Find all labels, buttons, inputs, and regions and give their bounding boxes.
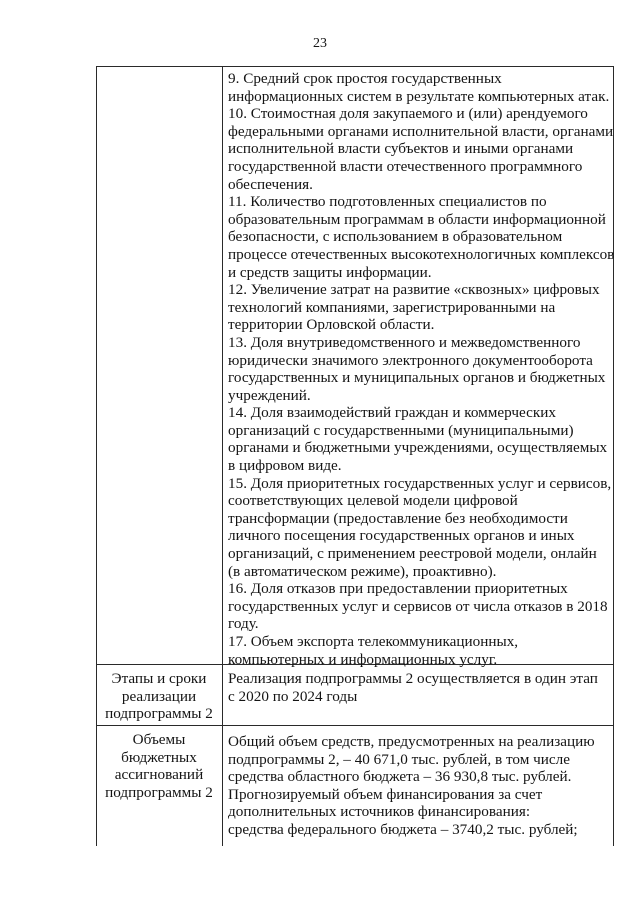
text-line: Общий объем средств, предусмотренных на реализацию <box>228 733 595 750</box>
stages-content-cell <box>228 670 598 705</box>
text-line: 12. Увеличение затрат на развитие «сквозных» цифровых <box>228 281 600 299</box>
text-line: информационных систем в результате компьютерных атак. <box>228 87 610 105</box>
label-line: Объемы <box>132 731 186 748</box>
text-line: Прогнозируемый объем финансирования за счет <box>228 785 543 803</box>
text-line: личного посещения государственных органов и иных <box>228 527 575 545</box>
text-line: в цифровом виде. <box>228 457 342 475</box>
text-line: 11. Количество подготовленных специалистов по <box>228 193 547 211</box>
text-line: дополнительных источников финансирования: <box>228 803 531 821</box>
label-line: подпрограммы 2 <box>105 783 213 801</box>
text-line: 16. Доля отказов при предоставлении приоритетных <box>228 580 568 598</box>
text-line: году. <box>228 615 259 633</box>
text-line: безопасности, с использованием в образовательном <box>228 228 563 246</box>
text-line: государственных и муниципальных органов и бюджетных <box>228 369 606 387</box>
text-line: 10. Стоимостная доля закупаемого и (или) арендуемого <box>228 105 588 123</box>
text-line: технологий компаниями, зарегистрированными на <box>228 298 556 316</box>
text-line: организаций с государственными (муниципальными) <box>228 421 574 439</box>
text-line: 17. Объем экспорта телекоммуникационных, <box>228 633 519 650</box>
text-line: соответствующих целевой модели цифровой <box>228 492 518 510</box>
row-divider-2 <box>96 725 614 726</box>
text-line: обеспечения. <box>228 175 313 193</box>
label-line: бюджетных <box>121 748 197 766</box>
text-line: органами и бюджетными учреждениями, осуществляемых <box>228 439 608 457</box>
passport-table <box>96 66 614 846</box>
text-line: образовательным программам в области информационной <box>228 210 606 228</box>
text-line: 14. Доля взаимодействий граждан и коммерческих <box>228 404 556 422</box>
text-line: с 2020 по 2024 годы <box>228 687 358 705</box>
text-line: федеральными органами исполнительной власти, органами <box>228 122 614 140</box>
text-line: и средств защиты информации. <box>228 263 432 281</box>
text-line: 9. Средний срок простоя государственных <box>228 70 502 87</box>
text-line: компьютерных и информационных услуг. <box>228 650 498 668</box>
label-line: ассигнований <box>114 766 204 784</box>
budget-label-cell <box>96 731 222 801</box>
text-line: государственных услуг и сервисов от числа отказов в 2018 <box>228 597 608 615</box>
text-line: (в автоматическом режиме), проактивно). <box>228 562 497 580</box>
label-line: Этапы и сроки <box>111 670 207 687</box>
text-line: организаций, с применением реестровой модели, онлайн <box>228 545 597 563</box>
page-number: 23 <box>313 36 327 51</box>
text-line: юридически значимого электронного документооборота <box>228 351 593 369</box>
text-line: подпрограммы 2, – 40 671,0 тыс. рублей, в том числе <box>228 750 570 768</box>
text-line: Реализация подпрограммы 2 осуществляется в один этап <box>228 670 598 687</box>
column-divider <box>222 66 223 846</box>
text-line: территории Орловской области. <box>228 316 435 334</box>
text-line: трансформации (предоставление без необходимости <box>228 509 568 527</box>
label-line: подпрограммы 2 <box>105 705 213 723</box>
label-line: реализации <box>121 687 197 705</box>
text-line: учреждений. <box>228 386 311 404</box>
text-line: исполнительной власти субъектов и иными органами <box>228 140 574 158</box>
text-line: средства федерального бюджета – 3740,2 тыс. рублей; <box>228 820 578 838</box>
budget-content-cell <box>228 733 595 839</box>
text-line: 13. Доля внутриведомственного и межведомственного <box>228 333 581 351</box>
text-line: средства областного бюджета – 36 930,8 тыс. рублей. <box>228 768 572 786</box>
text-line: государственной власти отечественного программного <box>228 157 583 175</box>
table-border-left <box>96 66 97 846</box>
stages-label-cell <box>96 670 222 723</box>
indicators-cell <box>228 70 614 668</box>
text-line: 15. Доля приоритетных государственных услуг и сервисов, <box>228 474 612 492</box>
text-line: процессе отечественных высокотехнологичных комплексов <box>228 245 615 263</box>
table-border-top <box>96 66 614 67</box>
